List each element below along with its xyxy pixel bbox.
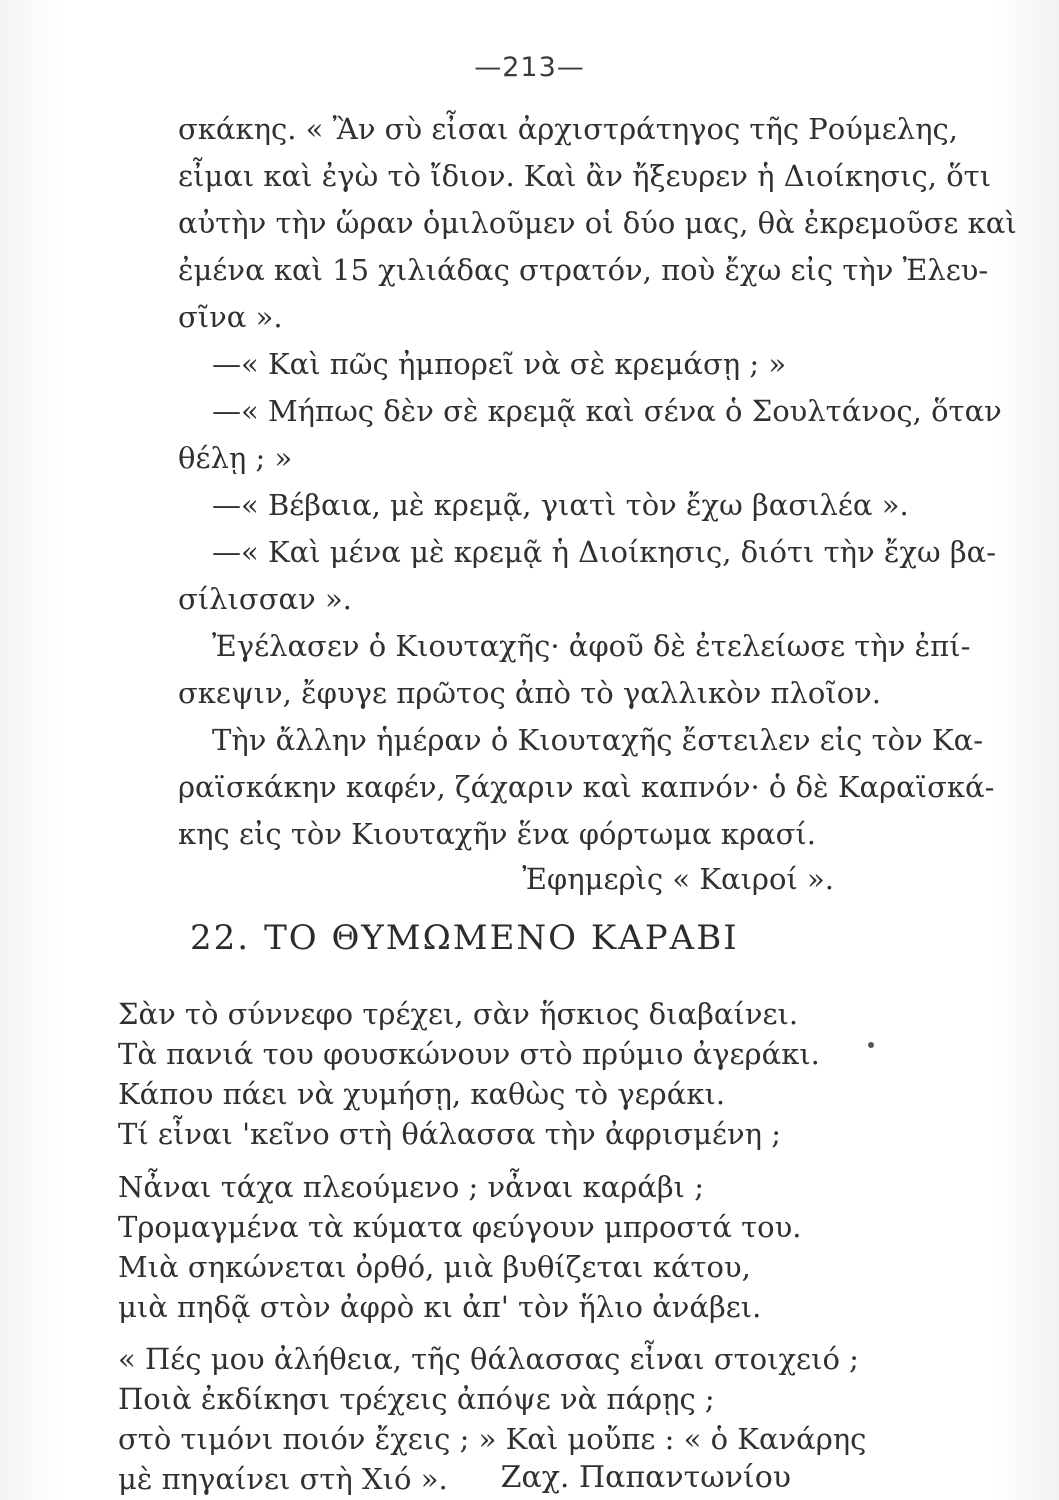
poem-author: Ζαχ. Παπαντωνίου	[500, 1460, 791, 1495]
poem-line: στὸ τιμόνι ποιόν ἔχεις ; » Καὶ μοὔπε : « ὁ Κανάρης	[118, 1422, 867, 1456]
prose-line: σῖνα ».	[178, 300, 283, 334]
prose-line: —« Βέβαια, μὲ κρεμᾷ, γιατὶ τὸν ἔχω βασιλέα ».	[212, 488, 909, 522]
prose-line: Ἐγέλασεν ὁ Κιουταχῆς· ἀφοῦ δὲ ἐτελείωσε τὴν ἐπί-	[212, 629, 971, 663]
poem-heading	[190, 918, 739, 958]
poem-line: Κάπου πάει νὰ χυμήσῃ, καθὼς τὸ γεράκι.	[118, 1077, 726, 1111]
poem-line: Τὰ πανιά του φουσκώνουν στὸ πρύμιο ἀγεράκι.	[118, 1037, 820, 1071]
prose-line: σίλισσαν ».	[178, 582, 352, 616]
prose-line: κης εἰς τὸν Κιουταχῆν ἕνα φόρτωμα κρασί.	[178, 817, 816, 851]
poem-line: Μιὰ σηκώνεται ὀρθό, μιὰ βυθίζεται κάτου,	[118, 1250, 751, 1284]
source-attribution: Ἐφημερὶς « Καιροί ».	[522, 862, 834, 896]
prose-line: θέλῃ ; »	[178, 441, 293, 475]
prose-line: ἐμένα καὶ 15 χιλιάδας στρατόν, ποὺ ἔχω εἰς τὴν Ἐλευ-	[178, 253, 989, 287]
poem-line: μιὰ πηδᾷ στὸν ἀφρὸ κι ἀπ' τὸν ἥλιο ἀνάβει.	[118, 1290, 762, 1324]
prose-line: ραϊσκάκην καφέν, ζάχαριν καὶ καπνόν· ὁ δὲ Καραϊσκά-	[178, 770, 995, 804]
poem-line: Τί εἶναι 'κεῖνο στὴ θάλασσα τὴν ἀφρισμένη ;	[118, 1117, 781, 1151]
ink-speck	[868, 1042, 874, 1048]
poem-line: « Πές μου ἀλήθεια, τῆς θάλασσας εἶναι στοιχειό ;	[118, 1342, 859, 1376]
prose-line: αὐτὴν τὴν ὥραν ὁμιλοῦμεν οἱ δύο μας, θὰ ἐκρεμοῦσε καὶ	[178, 206, 1017, 240]
poem-line: Ποιὰ ἐκδίκησι τρέχεις ἀπόψε νὰ πάρῃς ;	[118, 1382, 715, 1416]
prose-line: Τὴν ἄλλην ἡμέραν ὁ Κιουταχῆς ἔστειλεν εἰς τὸν Κα-	[212, 723, 983, 757]
page-number: —213—	[474, 52, 585, 83]
prose-line: εἶμαι καὶ ἐγὼ τὸ ἴδιον. Καὶ ἂν ἤξευρεν ἡ Διοίκησις, ὅτι	[178, 159, 992, 193]
poem-line: Τρομαγμένα τὰ κύματα φεύγουν μπροστά του.	[118, 1210, 802, 1244]
prose-line: σκάκης. « Ἂν σὺ εἶσαι ἀρχιστράτηγος τῆς Ρούμελης,	[178, 112, 958, 146]
prose-line: —« Καὶ μένα μὲ κρεμᾷ ἡ Διοίκησις, διότι τὴν ἔχω βα-	[212, 535, 996, 569]
poem-line: μὲ πηγαίνει στὴ Χιό ».	[118, 1462, 448, 1496]
poem-number: 22.	[190, 918, 251, 958]
prose-line: —« Μήπως δὲν σὲ κρεμᾷ καὶ σένα ὁ Σουλτάνος, ὅταν	[212, 394, 1002, 428]
poem-title: ΤΟ ΘΥΜΩΜΕΝΟ ΚΑΡΑΒΙ	[264, 918, 739, 958]
prose-line: —« Καὶ πῶς ἠμπορεῖ νὰ σὲ κρεμάσῃ ; »	[212, 347, 787, 381]
prose-line: σκεψιν, ἔφυγε πρῶτος ἀπὸ τὸ γαλλικὸν πλοῖον.	[178, 676, 882, 710]
poem-line: Σὰν τὸ σύννεφο τρέχει, σὰν ἥσκιος διαβαίνει.	[118, 997, 799, 1031]
poem-line: Νἆναι τάχα πλεούμενο ; νἆναι καράβι ;	[118, 1170, 704, 1204]
